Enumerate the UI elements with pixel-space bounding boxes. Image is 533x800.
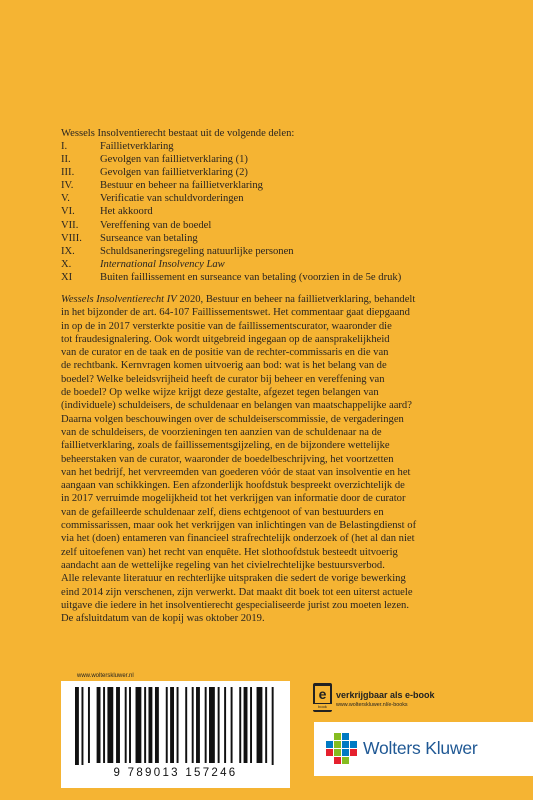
series-part-item [61,219,401,232]
series-part-title: Buiten faillissement en surseance van betaling (voorzien in de 5e druk) [100,271,402,283]
barcode-bar [196,687,200,763]
series-part-item [61,140,401,153]
barcode-bar [192,687,194,763]
series-part-number: IV. [61,180,74,192]
barcode-bar [129,687,131,763]
barcode-bar [81,687,83,765]
barcode-bar [185,687,187,763]
book-description [61,293,481,625]
logo-square [342,749,349,756]
barcode-bar [209,687,215,763]
logo-square [350,749,357,756]
series-part-title: Bestuur en beheer na faillietverklaring [100,180,263,192]
series-part-number: X. [61,258,72,270]
wolters-kluwer-logo-icon [325,732,359,766]
series-parts-list [61,140,401,284]
barcode-bar [244,687,248,763]
publisher-logo-block [314,722,533,776]
barcode-bar [107,687,113,763]
barcode-bar [116,687,120,763]
logo-square [326,749,333,756]
series-part-item [61,245,401,258]
series-part-title: International Insolvency Law [100,258,225,270]
series-part-number: IX. [61,245,75,257]
series-part-item [61,232,401,245]
barcode-bar [265,687,267,763]
series-part-item [61,179,401,192]
barcode-bar [75,687,79,765]
isbn-barcode [61,681,290,788]
ebook-icon [313,683,332,712]
ebook-icon-caption: book [313,704,332,710]
barcode-graphic [75,687,276,765]
ebook-icon-letter: e [315,686,330,703]
book-title-italic: Wessels Insolventierecht IV [61,294,177,305]
logo-square [342,733,349,740]
barcode-bar [257,687,263,763]
publisher-name: Wolters Kluwer [363,738,478,758]
series-part-title: Vereffening van de boedel [100,219,212,231]
barcode-bar [144,687,146,763]
isbn-number: 9 789013 157246 [113,767,238,779]
series-part-item [61,153,401,166]
logo-square [342,757,349,764]
series-part-title: Verificatie van schuldvorderingen [100,193,244,205]
series-part-item [61,271,401,284]
logo-square [342,741,349,748]
series-part-number: V. [61,193,70,205]
barcode-bar [103,687,105,763]
series-part-number: VII. [61,219,79,231]
logo-square [326,741,333,748]
series-part-number: II. [61,154,71,166]
logo-square [334,733,341,740]
series-part-item [61,166,401,179]
barcode-bar [136,687,142,763]
logo-square [350,741,357,748]
logo-square [334,749,341,756]
series-part-number: VI. [61,206,75,218]
barcode-bar [177,687,179,763]
barcode-bar [170,687,174,763]
barcode-bar [88,687,90,763]
series-part-title: Gevolgen van faillietverklaring (2) [100,167,248,179]
series-part-title: Surseance van betaling [100,232,198,244]
barcode-bar [166,687,168,763]
logo-square [334,741,341,748]
barcode-bar [97,687,101,763]
series-part-item [61,258,401,271]
barcode-bar [125,687,127,763]
logo-square [334,757,341,764]
barcode-bar [218,687,220,763]
barcode-bar [205,687,207,763]
ebook-url: www.wolterskluwer.nl/e-books [336,702,408,708]
ebook-availability: verkrijgbaar als e-book [336,690,435,700]
barcode-bar [224,687,226,763]
series-part-number: III. [61,167,75,179]
series-part-title: Schuldsaneringsregeling natuurlijke personen [100,245,294,257]
series-part-number: I. [61,141,68,152]
barcode-bar [231,687,233,763]
series-part-number: VIII. [61,232,82,244]
barcode-bar [250,687,252,763]
barcode-bar [272,687,274,765]
barcode-bar [148,687,152,763]
series-part-item [61,192,401,205]
barcode-bar [239,687,241,763]
series-part-item [61,205,401,218]
barcode-bar [155,687,159,763]
book-description-text: 2020, Bestuur en beheer na faillietverklaring, behandelt in het bijzonder de art. 64-107 Faillissementswet. Het commentaar gaat diepgaand in op de in 2017 versterkte positie van de faillissementscurator, waaronder die tot fraudesignalering. Ook wordt uitgebreid ingegaan op de aansprakelijkheid van de curator en de taak en de positie van de rechter-commissaris en die van de rechtbank. Kernvragen komen uitvoerig aan bod: wat is het belang van de boedel? Welke beleidsvrijheid heeft de curator bij beheer en vereffening van de boedel? Op welke wijze krijgt deze gestalte, afgezet tegen belangen van (individuele) schuldeisers, de schuldenaar en belangen van maatschappelijke aard? Daarna volgen beschouwingen over de schuldeiserscommissie, de vergaderingen van de schuldeisers, de voorzieningen ten aanzien van de schuldenaar na de faillietverklaring, zoals de faillissementsgijzeling, en de bijzondere wettelijke beheerstaken van de curator, waaronder de boedelbeschrijving, het voortzetten van het bedrijf, het vervreemden van goederen vóór de staat van insolventie en het aangaan van schikkingen. Een afzonderlijk hoofdstuk bespreekt overzichtelijk de in 2017 verruimde mogelijkheid tot het verkrijgen van informatie door de curator van de gefailleerde schuldenaar zelf, diens echtgenoot of van bestuurders en commissarissen, maar ook het verkrijgen van inlichtingen van de Belastingdienst of via het (doen) entameren van financieel strafrechtelijk onderzoek of (het al dan niet zelf uitoefenen van) het recht van enquête. Het slothoofdstuk besteedt uitvoerig aandacht aan de wettelijke regeling van het civielrechtelijke bestuursverbod. Alle relevante literatuur en rechterlijke uitspraken die sedert de vorige bewerking eind 2014 zijn verschenen, zijn verwerkt. Dat maakt dit boek tot een uiterst actuele uitgave die iedere in het insolventierecht gespecialiseerde jurist zou moeten lezen. De afsluitdatum van de kopij was oktober 2019. [61,294,417,625]
series-part-title: Gevolgen van faillietverklaring (1) [100,154,248,166]
series-part-title: Het akkoord [100,206,153,218]
series-part-number: XI [61,271,73,283]
publisher-url: www.wolterskluwer.nl [77,673,134,679]
series-part-title: Faillietverklaring [100,141,174,152]
series-intro: Wessels Insolventierecht bestaat uit de volgende delen: [61,128,295,139]
